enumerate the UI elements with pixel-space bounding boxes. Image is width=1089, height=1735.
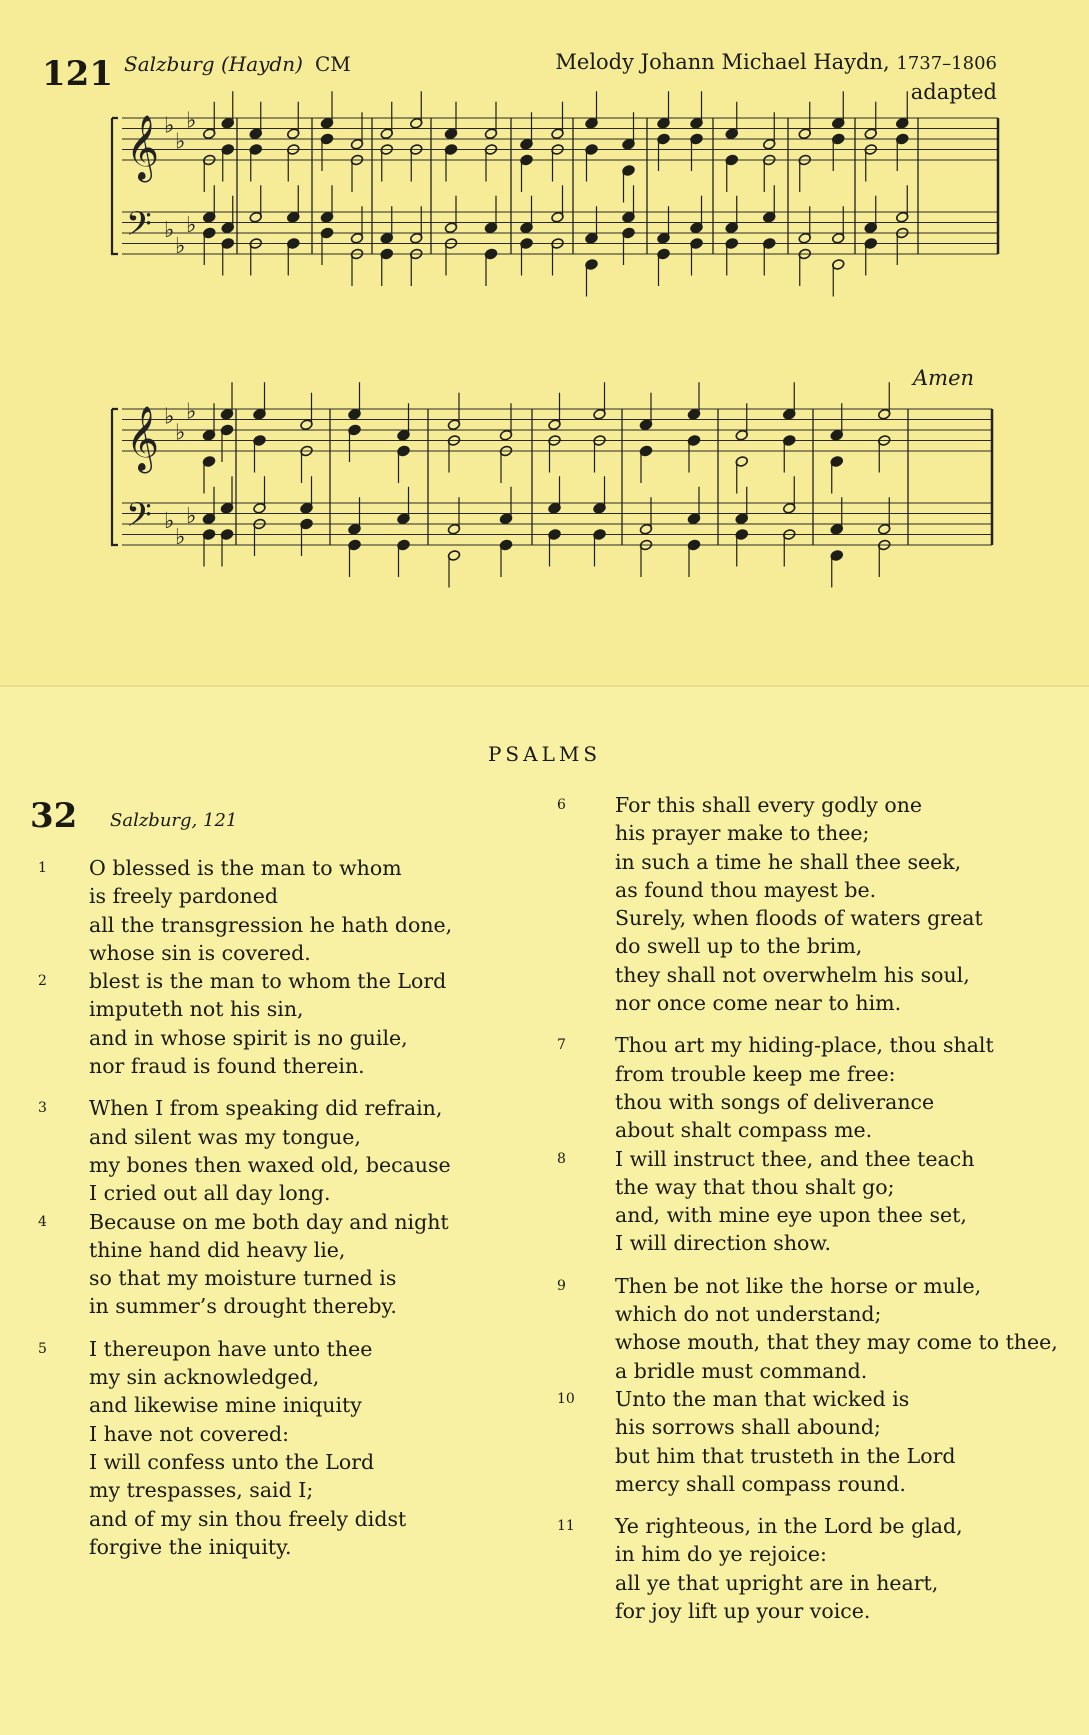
psalm-number: 32: [30, 796, 78, 836]
stanza-number: 11: [557, 1518, 575, 1535]
hymn-meter: CM: [315, 52, 351, 76]
stanza-line: Thou art my hiding-place, thou shalt: [615, 1033, 994, 1058]
stanza-line: my bones then waxed old, because: [89, 1152, 451, 1177]
key-flat: ♭: [186, 399, 197, 425]
composer-adapted: adapted: [910, 80, 997, 104]
stanza-line: I will confess unto the Lord: [89, 1449, 375, 1474]
stanza-line: the way that thou shalt go;: [615, 1174, 895, 1199]
stanza-line: and likewise mine iniquity: [89, 1393, 362, 1418]
stanza-line: whose mouth, that they may come to thee,: [615, 1330, 1058, 1355]
stanza-line: a bridle must command.: [615, 1358, 868, 1383]
psalm-stanza-6: [552, 791, 1082, 1017]
key-flat: ♭: [186, 212, 197, 238]
psalm-column-right: [552, 791, 1082, 1625]
hymn-number: 121: [42, 54, 113, 94]
hymn-tune-name: Salzburg (Haydn): [124, 52, 303, 76]
music-system-1: [112, 91, 998, 296]
stanza-line: do swell up to the brim,: [615, 934, 863, 959]
stanza-number: 2: [38, 973, 47, 990]
stanza-number: 3: [38, 1100, 47, 1117]
treble-clef: 𝄞: [126, 115, 160, 180]
key-flat: ♭: [164, 113, 175, 139]
key-flat: ♭: [164, 509, 175, 534]
psalm-stanza-10: [552, 1385, 1082, 1498]
stanza-line: I cried out all day long.: [89, 1181, 331, 1206]
psalm-stanza-9: [552, 1272, 1082, 1385]
stanza-line: as found thou mayest be.: [615, 877, 877, 902]
stanza-line: for joy lift up your voice.: [615, 1599, 871, 1624]
stanza-line: but him that trusteth in the Lord: [615, 1443, 956, 1468]
stanza-line: about shalt compass me.: [615, 1118, 873, 1143]
psalm-stanza-4: [38, 1208, 498, 1321]
system-bracket: [112, 118, 118, 254]
composer-name: Melody Johann Michael Haydn,: [555, 50, 890, 74]
stanza-line: my sin acknowledged,: [89, 1365, 320, 1390]
stanza-line: For this shall every godly one: [615, 793, 923, 817]
stanza-number: 5: [38, 1340, 47, 1357]
psalm-tune-reference: Salzburg, 121: [110, 810, 238, 831]
key-flat: ♭: [186, 108, 197, 134]
stanza-line: in such a time he shall thee seek,: [615, 849, 962, 874]
stanza-line: Ye righteous, in the Lord be glad,: [615, 1514, 963, 1539]
stanza-line: so that my moisture turned is: [89, 1266, 397, 1291]
stanza-line: Because on me both day and night: [89, 1209, 449, 1234]
stanza-number: 6: [557, 797, 566, 813]
stanza-line: I have not covered:: [89, 1421, 290, 1446]
key-flat: ♭: [164, 404, 175, 430]
bass-clef: 𝄢: [126, 205, 152, 252]
psalm-stanza-2: [38, 967, 498, 1080]
stanza-line: his sorrows shall abound;: [615, 1415, 881, 1440]
stanza-number: 10: [557, 1390, 575, 1407]
stanza-line: is freely pardoned: [89, 884, 278, 909]
stanza-line: Then be not like the horse or mule,: [615, 1273, 982, 1298]
psalm-stanza-8: [552, 1145, 1082, 1258]
stanza-line: which do not understand;: [615, 1302, 882, 1327]
system-bracket: [112, 409, 118, 545]
stanza-line: imputeth not his sin,: [89, 997, 304, 1022]
psalm-stanza-3: [38, 1094, 498, 1207]
stanza-line: in summer’s drought thereby.: [89, 1294, 397, 1319]
psalm-stanza-11: [552, 1512, 1082, 1625]
key-flat: ♭: [175, 420, 186, 446]
music-system-2: [112, 382, 992, 587]
stanza-number: 1: [38, 860, 47, 876]
amen-label: Amen: [913, 366, 975, 390]
stanza-line: blest is the man to whom the Lord: [89, 969, 447, 994]
stanza-line: and silent was my tongue,: [89, 1124, 361, 1149]
section-title: PSALMS: [487, 742, 602, 766]
stanza-line: they shall not overwhelm his soul,: [615, 962, 970, 987]
psalm-stanza-7: [552, 1031, 1082, 1144]
stanza-line: from trouble keep me free:: [615, 1061, 896, 1086]
stanza-line: and of my sin thou freely didst: [89, 1506, 407, 1531]
key-flat: ♭: [186, 503, 197, 529]
key-flat: ♭: [175, 129, 186, 155]
stanza-line: all ye that upright are in heart,: [615, 1570, 939, 1595]
stanza-line: forgive the iniquity.: [89, 1534, 292, 1559]
psalm-column-left: [38, 854, 498, 1561]
bass-clef: 𝄢: [126, 496, 152, 543]
stanza-line: his prayer make to thee;: [615, 821, 870, 846]
key-flat: ♭: [175, 524, 186, 550]
stanza-line: O blessed is the man to whom: [89, 856, 402, 880]
stanza-line: in him do ye rejoice:: [615, 1542, 827, 1567]
key-flat: ♭: [164, 218, 175, 243]
stanza-number: 4: [38, 1213, 47, 1230]
treble-clef: 𝄞: [126, 406, 160, 471]
stanza-line: whose sin is covered.: [89, 940, 311, 965]
key-flat: ♭: [175, 233, 186, 259]
stanza-line: and, with mine eye upon thee set,: [615, 1203, 967, 1228]
stanza-line: nor fraud is found therein.: [89, 1054, 365, 1079]
stanza-line: I will instruct thee, and thee teach: [615, 1146, 975, 1171]
stanza-line: thou with songs of deliverance: [615, 1089, 935, 1114]
psalm-stanza-1: [38, 854, 498, 967]
composer-dates: 1737–1806: [896, 53, 997, 74]
music-score: [0, 0, 1089, 620]
stanza-number: 7: [557, 1037, 566, 1054]
stanza-line: I thereupon have unto thee: [89, 1336, 373, 1361]
stanza-line: nor once come near to him.: [615, 991, 902, 1016]
stanza-line: and in whose spirit is no guile,: [89, 1025, 408, 1050]
stanza-line: I will direction show.: [615, 1231, 831, 1256]
stanza-line: Surely, when floods of waters great: [615, 906, 983, 931]
stanza-line: When I from speaking did refrain,: [89, 1096, 443, 1121]
stanza-line: my trespasses, said I;: [89, 1478, 314, 1503]
stanza-line: Unto the man that wicked is: [615, 1386, 910, 1411]
stanza-line: all the transgression he hath done,: [89, 912, 453, 937]
stanza-number: 8: [557, 1150, 566, 1167]
stanza-line: mercy shall compass round.: [615, 1471, 906, 1496]
stanza-number: 9: [557, 1277, 566, 1294]
psalm-stanza-5: [38, 1335, 498, 1561]
stanza-line: thine hand did heavy lie,: [89, 1237, 346, 1262]
